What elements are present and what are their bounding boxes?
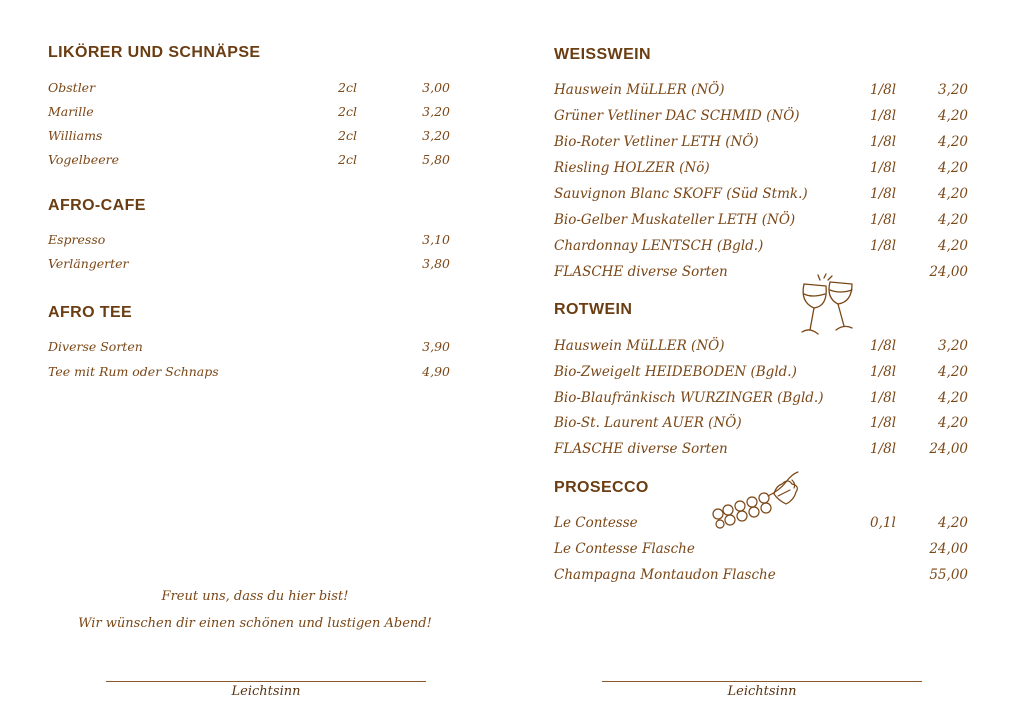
item-price: 3,90 [422, 339, 450, 354]
item-name: Bio-St. Laurent AUER (NÖ) [554, 415, 742, 431]
item-name: Diverse Sorten [48, 339, 143, 354]
item-volume: 2cl [338, 152, 357, 167]
item-name: Bio-Gelber Muskateller LETH (NÖ) [554, 212, 796, 228]
section-heading-prosecco: PROSECCO [554, 479, 649, 496]
item-name: Sauvignon Blanc SKOFF (Süd Stmk.) [554, 186, 808, 202]
item-price: 4,20 [937, 238, 968, 254]
item-name: Champagna Montaudon Flasche [554, 567, 776, 583]
item-name: Chardonnay LENTSCH (Bgld.) [554, 238, 764, 254]
item-volume: 1/8l [870, 186, 897, 202]
list-item [554, 82, 968, 104]
section-heading-afro-cafe: AFRO-CAFE [48, 197, 146, 214]
item-price: 4,20 [937, 212, 968, 228]
item-price: 4,20 [937, 515, 968, 531]
item-volume: 1/8l [870, 390, 897, 406]
list-item [48, 80, 450, 102]
item-volume: 1/8l [870, 238, 897, 254]
list-item [554, 515, 968, 537]
item-name: Le Contesse [554, 515, 638, 531]
right-page [512, 0, 1024, 724]
footer-rule [106, 681, 426, 682]
list-item [554, 186, 968, 208]
item-volume: 1/8l [870, 82, 897, 98]
item-name: Hauswein MüLLER (NÖ) [554, 82, 725, 98]
item-price: 3,00 [422, 80, 450, 95]
item-volume: 2cl [338, 104, 357, 119]
greeting-line-1: Freut uns, dass du hier bist! [161, 589, 349, 604]
list-item [48, 232, 450, 254]
signature-logo: Leichtsinn [727, 684, 797, 699]
section-heading-weisswein: WEISSWEIN [554, 46, 651, 63]
list-item [554, 364, 968, 386]
list-item [48, 128, 450, 150]
footer-rule [602, 681, 922, 682]
list-item [48, 152, 450, 174]
item-name: Hauswein MüLLER (NÖ) [554, 338, 725, 354]
item-price: 24,00 [929, 541, 968, 557]
list-item [48, 256, 450, 278]
item-name: Tee mit Rum oder Schnaps [48, 364, 219, 379]
list-item [554, 134, 968, 156]
item-name: Verlängerter [48, 256, 129, 271]
list-item [554, 541, 968, 563]
item-name: Grüner Vetliner DAC SCHMID (NÖ) [554, 108, 800, 124]
item-volume: 1/8l [870, 160, 897, 176]
list-item [48, 339, 450, 361]
item-price: 4,20 [937, 186, 968, 202]
item-name: Marille [48, 104, 94, 119]
item-volume: 1/8l [870, 415, 897, 431]
section-heading-afro-tee: AFRO TEE [48, 304, 133, 321]
item-price: 3,80 [422, 256, 450, 271]
item-price: 4,20 [937, 134, 968, 150]
item-price: 4,90 [422, 364, 450, 379]
list-item [554, 415, 968, 437]
item-price: 4,20 [937, 364, 968, 380]
item-price: 3,20 [422, 104, 450, 119]
item-price: 3,20 [937, 82, 968, 98]
item-name: Bio-Roter Vetliner LETH (NÖ) [554, 134, 759, 150]
item-price: 4,20 [937, 390, 968, 406]
wine-glasses-icon [790, 272, 866, 344]
item-name: Williams [48, 128, 103, 143]
list-item [554, 238, 968, 260]
item-volume: 2cl [338, 80, 357, 95]
list-item [48, 364, 450, 386]
item-volume: 1/8l [870, 441, 897, 457]
item-volume: 1/8l [870, 108, 897, 124]
list-item [554, 212, 968, 234]
signature-logo: Leichtsinn [231, 684, 301, 699]
item-volume: 1/8l [870, 212, 897, 228]
item-price: 5,80 [422, 152, 450, 167]
item-price: 4,20 [937, 108, 968, 124]
item-price: 24,00 [929, 441, 968, 457]
item-name: Obstler [48, 80, 96, 95]
list-item [554, 338, 968, 360]
item-price: 3,20 [422, 128, 450, 143]
list-item [554, 390, 968, 412]
item-volume: 1/8l [870, 364, 897, 380]
item-price: 24,00 [929, 264, 968, 280]
item-volume: 1/8l [870, 338, 897, 354]
list-item [554, 160, 968, 182]
list-item [554, 264, 968, 286]
item-price: 4,20 [937, 160, 968, 176]
item-price: 3,10 [422, 232, 450, 247]
item-volume: 2cl [338, 128, 357, 143]
item-name: FLASCHE diverse Sorten [554, 441, 728, 457]
section-heading-likoere: LIKÖRER UND SCHNÄPSE [48, 44, 261, 61]
item-name: Vogelbeere [48, 152, 119, 167]
section-heading-rotwein: ROTWEIN [554, 301, 633, 318]
item-price: 4,20 [937, 415, 968, 431]
item-name: Riesling HOLZER (Nö) [554, 160, 710, 176]
list-item [554, 567, 968, 589]
item-volume: 0,1l [870, 515, 896, 531]
item-volume: 1/8l [870, 134, 897, 150]
list-item [48, 104, 450, 126]
item-name: FLASCHE diverse Sorten [554, 264, 728, 280]
list-item [554, 441, 968, 463]
item-name: Bio-Zweigelt HEIDEBODEN (Bgld.) [554, 364, 797, 380]
item-name: Bio-Blaufränkisch WURZINGER (Bgld.) [554, 390, 824, 406]
list-item [554, 108, 968, 130]
greeting-line-2: Wir wünschen dir einen schönen und lustigen Abend! [78, 616, 432, 631]
item-price: 55,00 [929, 567, 968, 583]
item-name: Espresso [48, 232, 106, 247]
item-price: 3,20 [937, 338, 968, 354]
item-name: Le Contesse Flasche [554, 541, 695, 557]
